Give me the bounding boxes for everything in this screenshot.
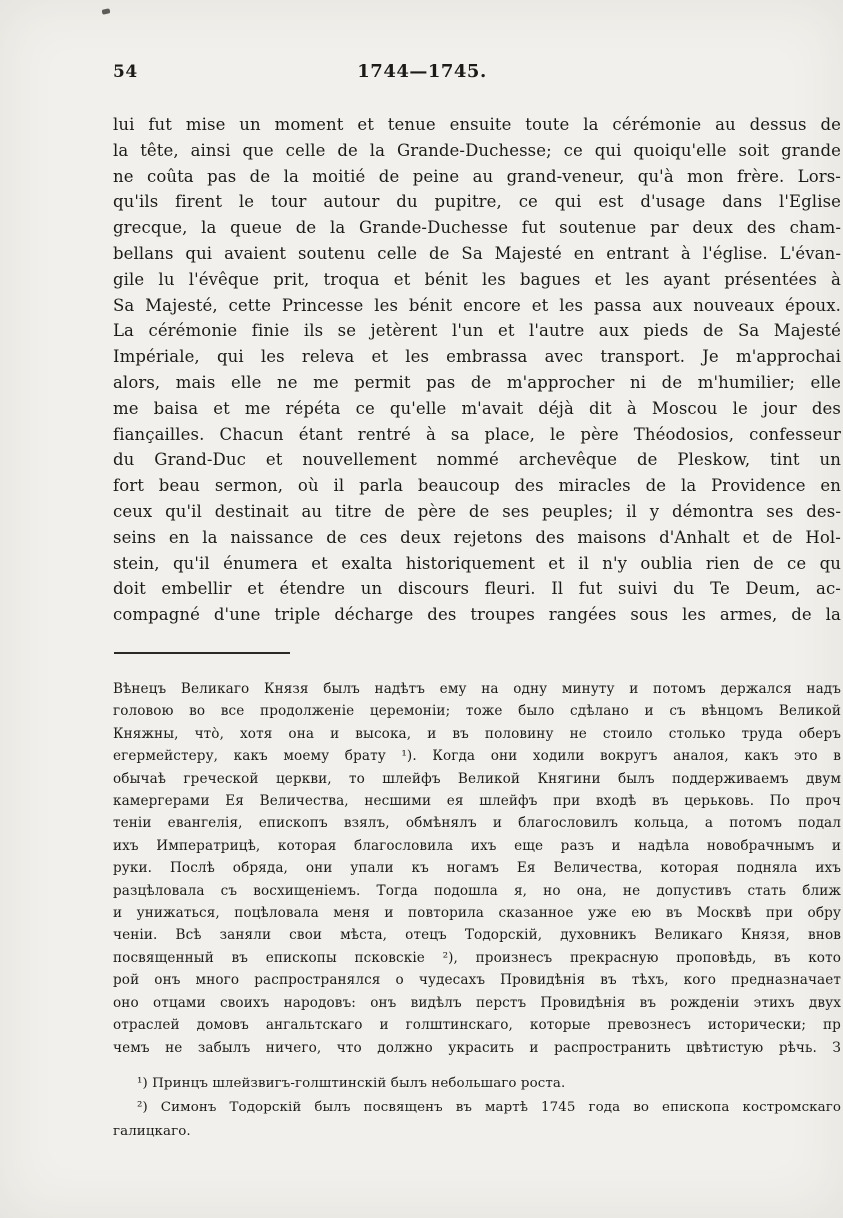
scan-artifact bbox=[102, 8, 111, 15]
footnote-1: ¹) Принцъ шлейзвигъ-голштинскій былъ небольшаго роста. bbox=[137, 1076, 566, 1091]
russian-text-line: теніи евангелія, епископъ взялъ, обмѣнялъ и благословилъ кольца, а потомъ подал bbox=[113, 815, 841, 832]
russian-translation-paragraph bbox=[113, 678, 841, 1059]
french-text-line: alors, mais elle ne me permit pas de m'approcher ni de m'humilier; elle bbox=[113, 372, 841, 392]
french-text-line: me baisa et me répéta ce qu'elle m'avait déjà dit à Moscou le jour des bbox=[113, 398, 841, 418]
french-text-line: bellans qui avaient soutenu celle de Sa Majesté en entrant à l'église. L'évan- bbox=[113, 243, 841, 263]
french-text-line: stein, qu'il énumera et exalta historiquement et il n'y oublia rien de ce qu bbox=[113, 553, 841, 573]
french-text-line: fiançailles. Chacun étant rentré à sa place, le père Théodosios, confesseur bbox=[113, 424, 841, 444]
french-text-line: qu'ils firent le tour autour du pupitre, ce qui est d'usage dans l'Eglise bbox=[113, 192, 841, 212]
page-number: 54 bbox=[113, 62, 138, 82]
russian-text-line: посвященный въ епископы псковскіе ²), произнесъ прекрасную проповѣдь, въ кото bbox=[113, 949, 841, 966]
french-text-line: doit embellir et étendre un discours fleuri. Il fut suivi du Te Deum, ac- bbox=[113, 579, 841, 599]
footnote-2-line-1: ²) Симонъ Тодорскій былъ посвященъ въ мартѣ 1745 года во епископа костромскаго bbox=[137, 1100, 841, 1115]
french-text-line: fort beau sermon, où il parla beaucoup des miracles de la Providence en bbox=[113, 476, 841, 496]
french-text-line: du Grand-Duc et nouvellement nommé archevêque de Pleskow, tint un bbox=[113, 450, 841, 470]
russian-text-line: обычаѣ греческой церкви, то шлейфъ Великой Княгини былъ поддерживаемъ двум bbox=[113, 770, 841, 787]
russian-text-line: егермейстеру, какъ моему брату ¹). Когда они ходили вокругъ аналоя, какъ это в bbox=[113, 748, 841, 765]
french-text-line: grecque, la queue de la Grande-Duchesse fut soutenue par deux des cham- bbox=[113, 218, 841, 238]
french-text-line: seins en la naissance de ces deux rejetons des maisons d'Anhalt et de Hol- bbox=[113, 527, 841, 547]
french-text-line: ceux qu'il destinait au titre de père de ses peuples; il y démontra ses des- bbox=[113, 501, 841, 521]
russian-text-line: разцѣловала съ восхищеніемъ. Тогда подошла я, но она, не допустивъ стать ближ bbox=[113, 882, 841, 899]
russian-text-line: руки. Послѣ обряда, они упали къ ногамъ Ея Величества, которая подняла ихъ bbox=[113, 860, 841, 877]
french-text-line: La cérémonie finie ils se jetèrent l'un et l'autre aux pieds de Sa Majesté bbox=[113, 321, 841, 341]
russian-text-line: ихъ Императрицѣ, которая благословила ихъ еще разъ и надѣла новобрачнымъ и bbox=[113, 837, 841, 854]
running-header-years: 1744—1745. bbox=[357, 61, 487, 82]
french-text-line: compagné d'une triple décharge des troupes rangées sous les armes, de la bbox=[113, 605, 841, 625]
russian-text-line: Вѣнецъ Великаго Князя былъ надѣтъ ему на одну минуту и потомъ держался надъ bbox=[113, 681, 841, 697]
french-text-line: Sa Majesté, cette Princesse les bénit encore et les passa aux nouveaux époux. bbox=[113, 295, 841, 315]
russian-text-line: Княжны, что̀, хотя она и высока, и въ половину не стоило столько труда оберъ bbox=[113, 725, 841, 742]
russian-text-line: отраслей домовъ ангальтскаго и голштинскаго, которые превознесъ исторически; пр bbox=[113, 1017, 841, 1034]
french-text-line: gile lu l'évêque prit, troqua et bénit les bagues et les ayant présentées à bbox=[113, 269, 841, 289]
french-paragraph bbox=[113, 112, 841, 628]
french-text-line: la tête, ainsi que celle de la Grande-Duchesse; ce qui quoiqu'elle soit grande bbox=[113, 140, 841, 160]
french-text-line: Impériale, qui les releva et les embrassa avec transport. Je m'approchai bbox=[113, 347, 841, 367]
russian-text-line: камергерами Ея Величества, несшими ея шлейфъ при входѣ въ церьковь. По проч bbox=[113, 793, 841, 810]
russian-text-line: рой онъ много распространялся о чудесахъ Провидѣнія въ тѣхъ, кого предназначает bbox=[113, 972, 841, 989]
french-text-line: lui fut mise un moment et tenue ensuite toute la cérémonie au dessus de bbox=[113, 115, 841, 134]
russian-text-line: головою во все продолженіе церемоніи; тоже было сдѣлано и съ вѣнцомъ Великой bbox=[113, 703, 841, 720]
footnotes bbox=[113, 1072, 841, 1144]
russian-text-line: и унижаться, поцѣловала меня и повторила сказанное уже ею въ Москвѣ при обру bbox=[113, 905, 841, 922]
french-text-line: ne coûta pas de la moitié de peine au grand-veneur, qu'à mon frère. Lors- bbox=[113, 166, 841, 186]
russian-text-line: оно отцами своихъ народовъ: онъ видѣлъ перстъ Провидѣнія въ рожденіи этихъ двух bbox=[113, 994, 841, 1011]
russian-text-line: чемъ не забылъ ничего, что должно украсить и распространить цвѣтистую рѣчь. З bbox=[113, 1039, 841, 1056]
footnote-2-line-2: галицкаго. bbox=[113, 1124, 191, 1139]
russian-text-line: ченіи. Всѣ заняли свои мѣста, отецъ Тодорскій, духовникъ Великаго Князя, внов bbox=[113, 927, 841, 944]
footnote-separator-rule bbox=[114, 652, 290, 654]
